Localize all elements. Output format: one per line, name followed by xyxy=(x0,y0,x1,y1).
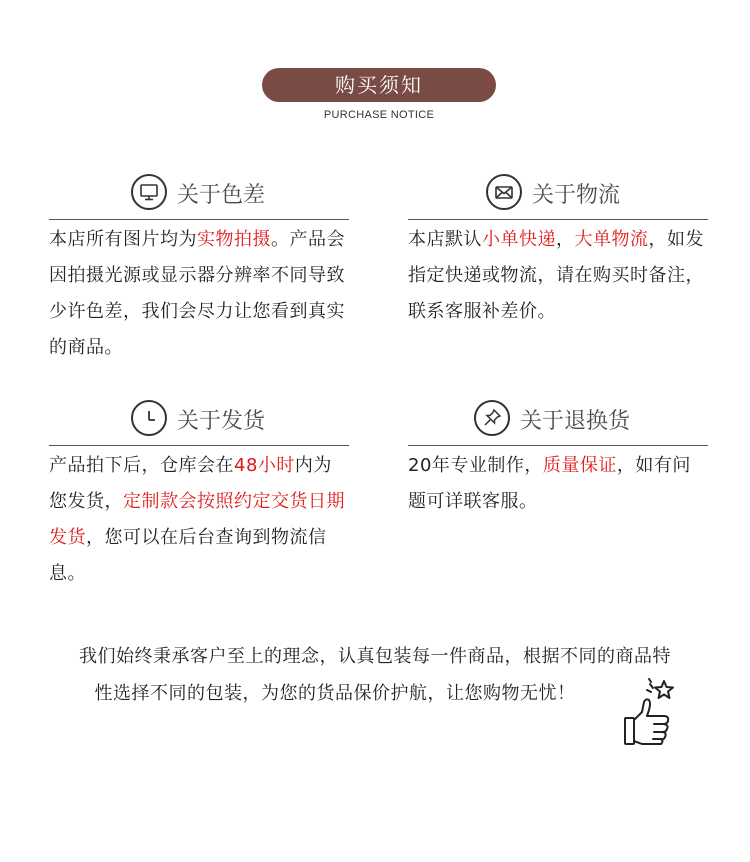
section-body xyxy=(49,448,349,592)
envelope-icon xyxy=(486,174,522,210)
body-text: 20年专业制作， xyxy=(408,455,543,476)
section-divider xyxy=(49,445,349,446)
section-color-difference xyxy=(49,172,349,358)
body-text: ，如有问题可详联客服。 xyxy=(408,455,691,512)
body-text: 。产品会因拍摄光源或显示器分辨率不同导致少许色差，我们会尽力让您看到真实的商品。 xyxy=(49,229,345,358)
section-logistics xyxy=(408,172,708,322)
closing-line-2: 性选择不同的包装，为您的货品保价护航，让您购物无忧！ xyxy=(94,683,576,704)
section-title: 关于退换货 xyxy=(520,409,631,434)
section-body xyxy=(408,448,708,520)
body-text: 内为您发货， xyxy=(49,455,332,512)
body-text: ，您可以在后台查询到物流信息。 xyxy=(49,527,327,584)
section-shipping xyxy=(49,398,349,584)
section-title: 关于物流 xyxy=(532,183,621,208)
body-text: 产品拍下后，仓库会在 xyxy=(49,455,234,476)
section-header xyxy=(408,398,708,444)
body-highlight: 质量保证 xyxy=(542,455,617,476)
clock-icon xyxy=(131,400,167,436)
section-header xyxy=(49,172,349,218)
body-text: ，如发指定快递或物流，请在购买时备注，联系客服补差价。 xyxy=(408,229,704,322)
pushpin-icon xyxy=(474,400,510,436)
monitor-icon xyxy=(131,174,167,210)
body-highlight: 小单快递 xyxy=(482,229,556,250)
section-divider xyxy=(49,219,349,220)
closing-line-1: 我们始终秉承客户至上的理念，认真包装每一件商品，根据不同的商品特 xyxy=(79,646,671,667)
section-header xyxy=(49,398,349,444)
section-title: 关于色差 xyxy=(177,183,266,208)
page-title: 购买须知 xyxy=(262,68,496,102)
body-highlight: 48小时 xyxy=(234,455,295,476)
body-text: ， xyxy=(556,229,575,250)
section-title: 关于发货 xyxy=(177,409,266,434)
section-divider xyxy=(408,445,708,446)
body-highlight: 实物拍摄 xyxy=(197,229,271,250)
section-divider xyxy=(408,219,708,220)
page-subtitle: PURCHASE NOTICE xyxy=(323,109,435,121)
section-body xyxy=(408,222,708,330)
section-body xyxy=(49,222,349,366)
section-returns xyxy=(408,398,708,512)
body-text: 本店默认 xyxy=(408,229,482,250)
thumbs-up-icon xyxy=(620,678,682,748)
section-header xyxy=(408,172,708,218)
body-text: 本店所有图片均为 xyxy=(49,229,197,250)
body-highlight: 大单物流 xyxy=(574,229,649,250)
body-highlight: 定制款会按照约定交货日期发货 xyxy=(49,491,345,548)
closing-statement xyxy=(40,638,710,712)
